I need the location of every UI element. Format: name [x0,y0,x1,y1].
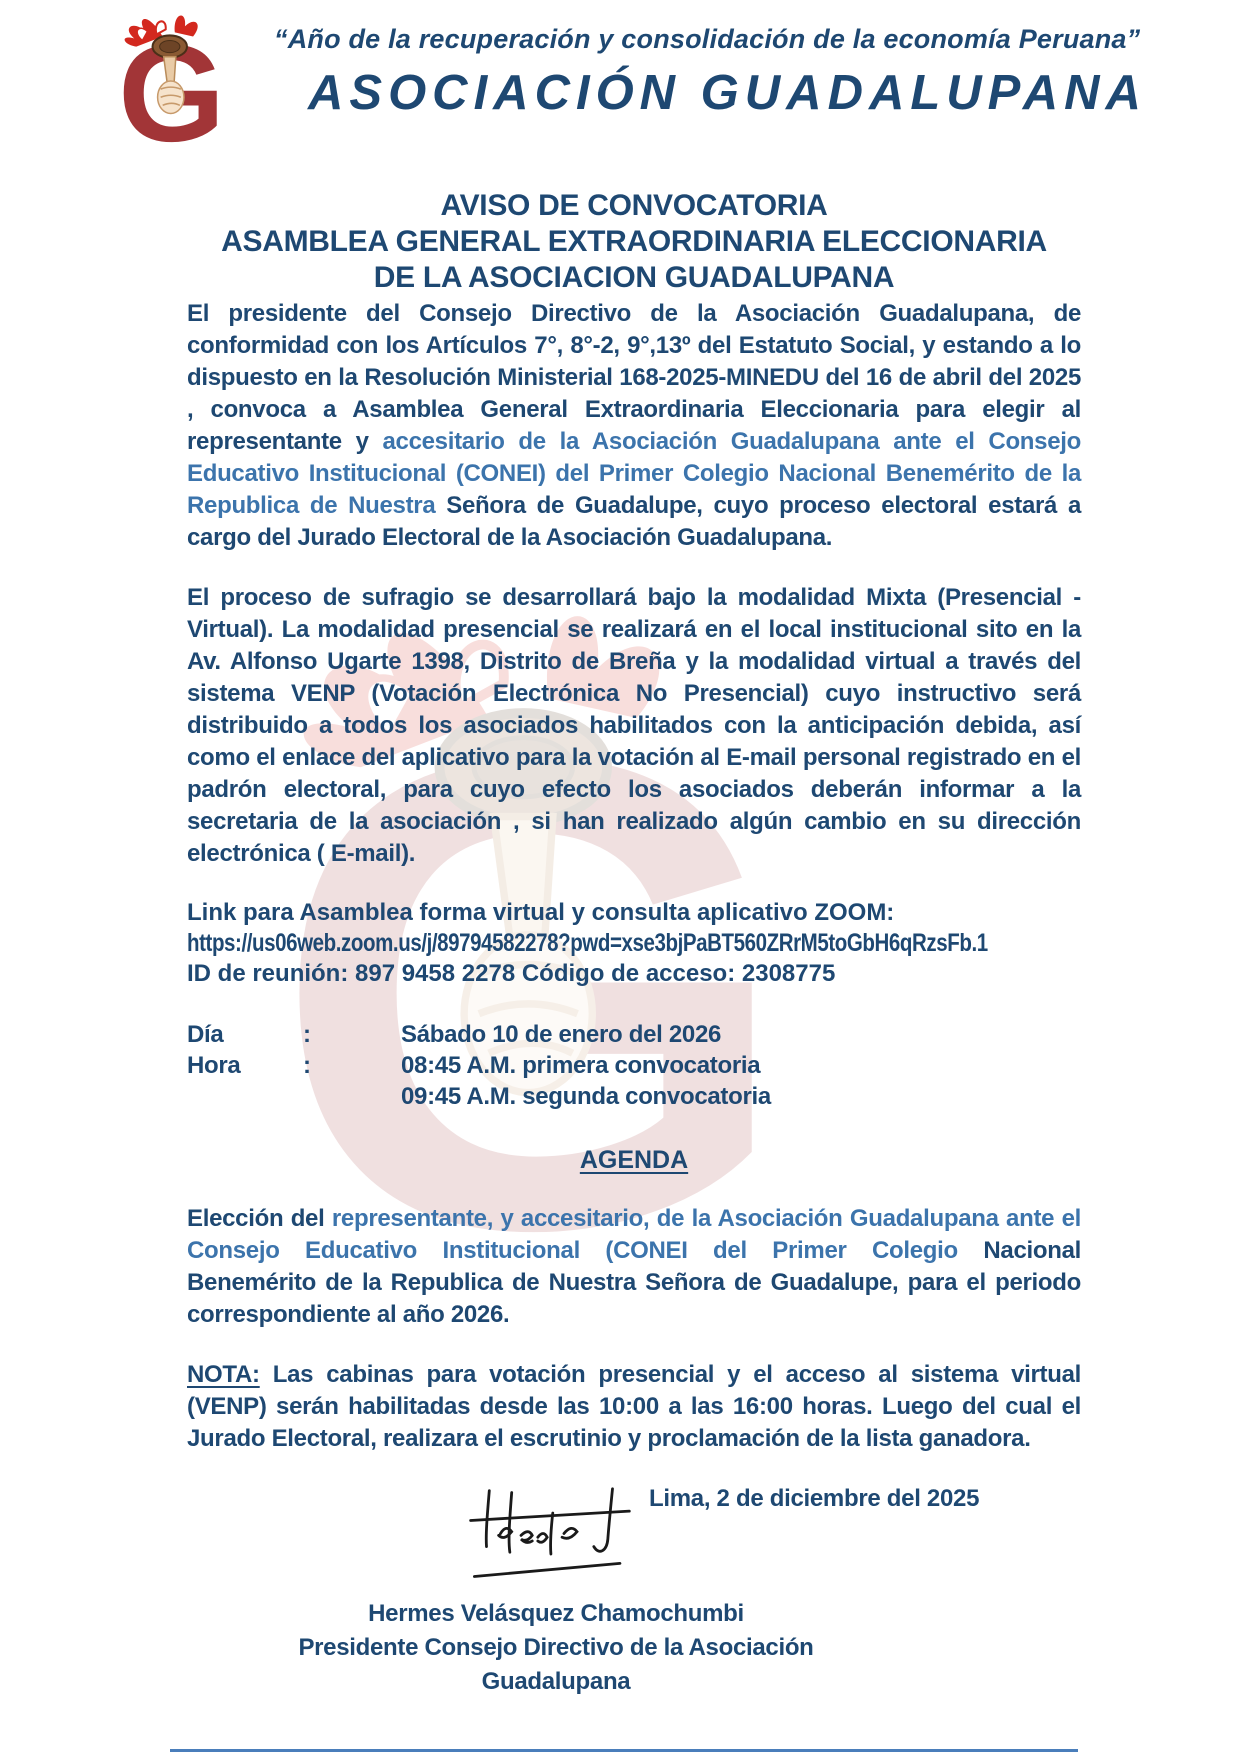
schedule-table [187,1019,1081,1112]
motto-line: “Año de la recuperación y consolidación de la economía Peruana” [274,24,1141,54]
agenda-heading: AGENDA [579,1146,689,1174]
dateline: Lima, 2 de diciembre del 2025 [649,1485,980,1512]
document-title [187,188,1081,296]
letterhead [112,8,1241,150]
zoom-link-intro: Link para Asamblea forma virtual y consulta aplicativo ZOOM: [187,899,895,926]
agenda-paragraph: Elección del representante, y accesitario, de la Asociación Guadalupana ante el Consejo Educativo Institucional (CONEI del Primer Colegio Nacional Benemérito de la Republica de Nuestra Señora de Guadalupe, para el periodo correspondiente al año 2026. [187,1205,1081,1328]
schedule-colon: : [303,1021,311,1048]
document-body [187,188,1081,1699]
title-line-2: ASAMBLEA GENERAL EXTRAORDINARIA ELECCIONARIA [221,225,1047,258]
title-line-1: AVISO DE CONVOCATORIA [440,189,828,222]
signer-role-line-2: Guadalupana [481,1668,631,1695]
schedule-colon-empty [303,1081,401,1112]
schedule-colon: : [303,1052,311,1079]
signer-role-line-1: Presidente Consejo Directivo de la Asociación [298,1634,814,1661]
schedule-label-empty [187,1081,303,1112]
letterhead-text [274,8,1147,121]
signature-scribble-icon [449,1485,664,1597]
nota-label: NOTA: [187,1361,260,1388]
signer-name: Hermes Velásquez Chamochumbi [368,1600,744,1627]
schedule-value-second-call: 09:45 A.M. segunda convocatoria [401,1083,771,1110]
intro-paragraph: El presidente del Consejo Directivo de la Asociación Guadalupana, de conformidad con los Artículos 7°, 8°-2, 9°,13º del Estatuto Social, y estando a lo dispuesto en la Resolución Ministerial 168-2025-MINEDU del 16 de abril del 2025 , convoca a Asamblea General Extraordinaria Eleccionaria para elegir al representante y accesitario de la Asociación Guadalupana ante el Consejo Educativo Institucional (CONEI) del Primer Colegio Nacional Benemérito de la Republica de Nuestra Señora de Guadalupe, cuyo proceso electoral estará a cargo del Jurado Electoral de la Asociación Guadalupana. [187,300,1081,551]
zoom-link-block [187,898,1081,989]
schedule-value-day: Sábado 10 de enero del 2026 [401,1021,722,1048]
schedule-label-day: Día [187,1021,224,1048]
schedule-label-hour: Hora [187,1052,241,1079]
signature-block [109,1485,1003,1699]
footer-rule [170,1749,1078,1752]
voting-mode-paragraph: El proceso de sufragio se desarrollará bajo la modalidad Mixta (Presencial - Virtual). La modalidad presencial se realizará en el local institucional sito en la Av. Alfonso Ugarte 1398, Distrito de Breña y la modalidad virtual a través del sistema VENP (Votación Electrónica No Presencial) cuyo instructivo será distribuido a todos los asociados habilitados con la anticipación debida, así como el enlace del aplicativo para la votación al E-mail personal registrado en el padrón electoral, para cuyo efecto los asociados deberán informar a la secretaria de la asociación , si han realizado algún cambio en su dirección electrónica ( E-mail). [187,584,1081,867]
schedule-value-first-call: 08:45 A.M. primera convocatoria [401,1052,761,1079]
zoom-meeting-url: https://us06web.zoom.us/j/89794582278?pwd=xse3bjPaBT560ZRrM5toGbH6qRzsFb.1 [187,929,988,957]
nota-text: Las cabinas para votación presencial y el acceso al sistema virtual (VENP) serán habilitadas desde las 10:00 a las 16:00 horas. Luego del cual el Jurado Electoral, realizara el escrutinio y proclamación de la lista ganadora. [187,1361,1081,1452]
title-line-3: DE LA ASOCIACION GUADALUPANA [373,261,895,294]
nota-paragraph [187,1359,1081,1455]
org-logo-icon [112,8,264,150]
zoom-meeting-id: ID de reunión: 897 9458 2278 Código de acceso: 2308775 [187,960,836,987]
organization-name: ASOCIACIÓN GUADALUPANA [308,66,1147,120]
